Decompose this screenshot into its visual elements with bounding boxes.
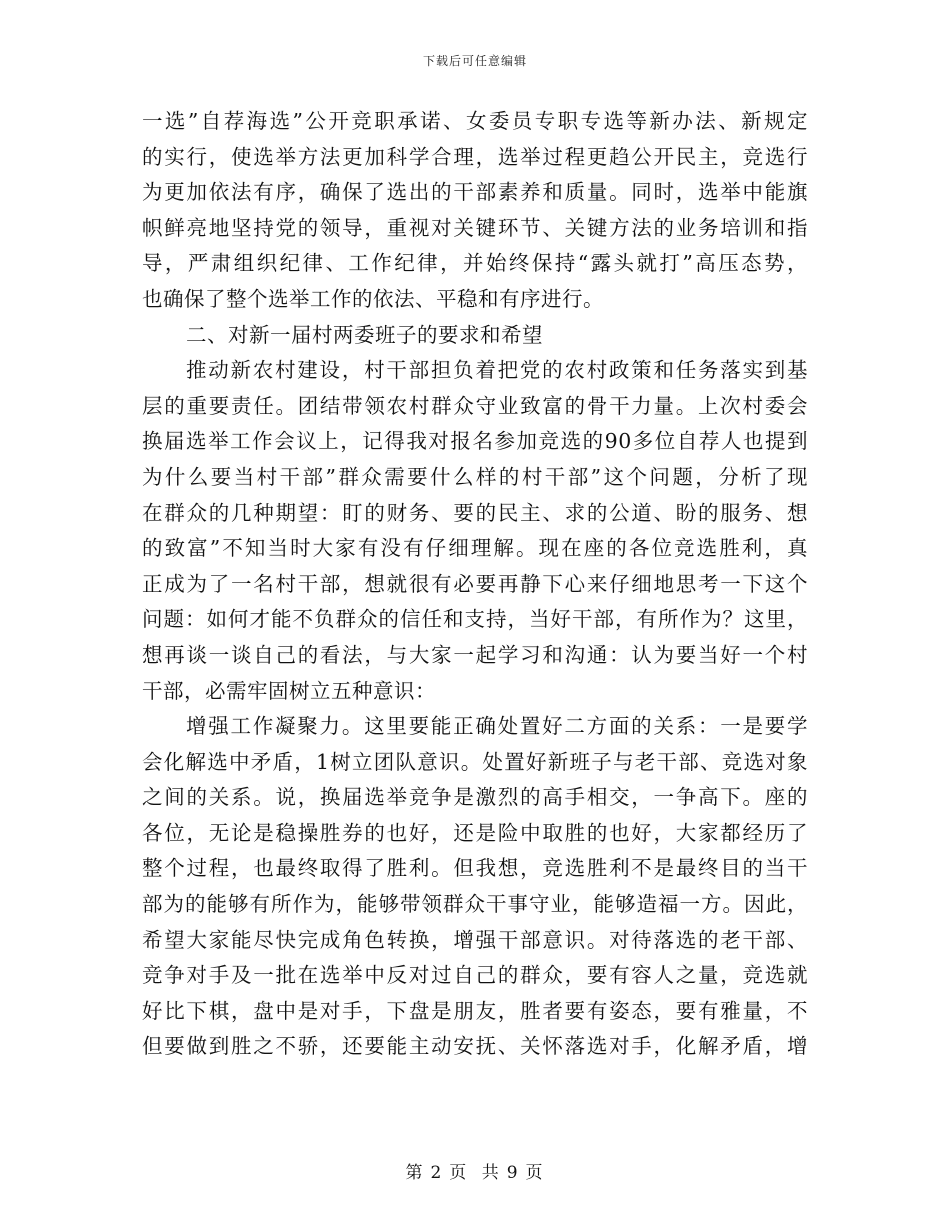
total-pages: 9 [506, 1163, 520, 1183]
text-line: 希望大家能尽快完成角色转换，增强干部意识。对待落选的老干部、 [142, 927, 808, 952]
text-line: 的致富”不知当时大家有没有仔细理解。现在座的各位竞选胜利，真 [142, 536, 808, 561]
text-line: 部为的能够有所作为，能够带领群众干事守业，能够造福一方。因此， [142, 892, 808, 917]
text-line: 也确保了整个选举工作的依法、平稳和有序进行。 [142, 286, 604, 311]
text-line: 之间的关系。说，换届选举竞争是激烈的高手相交，一争高下。座的 [142, 785, 808, 810]
text-line: 一选”自荐海选”公开竞职承诺、女委员专职专选等新办法、新规定 [142, 109, 808, 133]
page-header: 下载后可任意编辑 [422, 54, 527, 68]
text-line: 为更加依法有序，确保了选出的干部素养和质量。同时，选举中能旗 [142, 180, 808, 205]
text-line: 想再谈一谈自己的看法，与大家一起学习和沟通：认为要当好一个村 [142, 642, 808, 667]
page-footer [0, 1158, 950, 1183]
text-line: 好比下棋，盘中是对手，下盘是朋友，胜者要有姿态，要有雅量，不 [142, 998, 808, 1023]
text-line: 导，严肃组织纪律、工作纪律，并始终保持“露头就打”高压态势， [142, 251, 808, 276]
text-line: 干部，必需牢固树立五种意识： [142, 678, 436, 703]
text-line: 整个过程，也最终取得了胜利。但我想，竞选胜利不是最终目的当干 [142, 856, 808, 881]
text-line: 帜鲜亮地坚持党的领导，重视对关键环节、关键方法的业务培训和指 [142, 215, 808, 240]
text-line: 正成为了一名村干部，想就很有必要再静下心来仔细地思考一下这个 [142, 571, 808, 596]
text-line: 换届选举工作会议上，记得我对报名参加竞选的90多位自荐人也提到 [142, 429, 808, 454]
text-line: 竞争对手及一批在选举中反对过自己的群众，要有容人之量，竞选就 [142, 963, 808, 988]
text-line: 但要做到胜之不骄，还要能主动安抚、关怀落选对手，化解矛盾，增 [142, 1034, 808, 1059]
text-line: 增强工作凝聚力。这里要能正确处置好二方面的关系：一是要学 [186, 714, 808, 739]
footer-suffix: 页 [525, 1163, 545, 1183]
text-line: 的实行，使选举方法更加科学合理，选举过程更趋公开民主，竞选行 [142, 144, 808, 169]
footer-prefix: 第 [405, 1163, 425, 1183]
text-line: 为什么要当村干部”群众需要什么样的村干部”这个问题，分析了现 [142, 464, 808, 489]
page-number: 2 [430, 1163, 444, 1183]
text-line: 会化解选中矛盾，1树立团队意识。处置好新班子与老干部、竞选对象 [142, 749, 808, 774]
text-line: 各位，无论是稳操胜券的也好，还是险中取胜的也好，大家都经历了 [142, 820, 808, 845]
text-line: 推动新农村建设，村干部担负着把党的农村政策和任务落实到基 [186, 358, 808, 383]
text-line: 问题：如何才能不负群众的信任和支持，当好干部，有所作为？这里， [142, 607, 808, 632]
text-line: 在群众的几种期望：盯的财务、要的民主、求的公道、盼的服务、想 [142, 500, 808, 525]
section-heading: 二、对新一届村两委班子的要求和希望 [186, 322, 543, 347]
text-line: 层的重要责任。团结带领农村群众守业致富的骨干力量。上次村委会 [142, 393, 808, 418]
document-body [142, 104, 808, 1065]
footer-middle: 页 共 [449, 1163, 501, 1183]
